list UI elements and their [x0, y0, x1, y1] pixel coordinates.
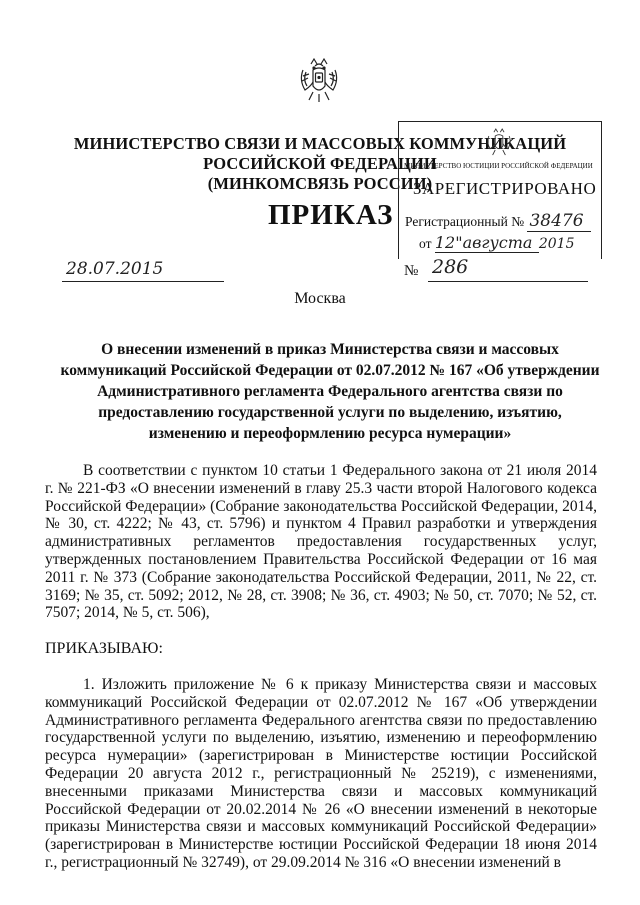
order-word: ПРИКАЗЫВАЮ: [45, 640, 163, 657]
order-number-sign: № [404, 263, 419, 279]
stamp-from-date: 12"августа [435, 233, 539, 253]
stamp-emblem-icon [485, 127, 513, 159]
number-underline [428, 281, 588, 282]
stamp-reg-number-row [405, 211, 591, 232]
ministry-name-line-1: МИНИСТЕРСТВО СВЯЗИ И МАССОВЫХ КОММУНИКАЦИЙ [73, 134, 567, 153]
item-1-paragraph: 1. Изложить приложение № 6 к приказу Министерства связи и массовых коммуникаций Российской Федерации от 02.07.2012 № 167 «Об утверждении Административного регламента Федерального агентства связи по предоставлению государственной услуги по выделению, изъятию, изменению и переоформлению ресурса нумерации» (зарегистрирован в Министерстве юстиции Российской Федерации 20 августа 2012 г., регистрационный № 25219), с изменениями, внесенными приказами Министерства связи и массовых коммуникаций Российской Федерации от 20.02.2014 № 26 «О внесении изменений в некоторые приказы Министерства связи и массовых коммуникаций Российской Федерации» (зарегистрирован в Министерстве юстиции Российской Федерации 18 июня 2014 г., регистрационный № 32749), от 29.09.2014 № 316 «О внесении изменений в [45, 676, 597, 871]
stamp-ministry: МИНИСТЕРСТВО ЮСТИЦИИ РОССИЙСКОЙ ФЕДЕРАЦИИ [404, 162, 593, 170]
stamp-from-label: от [419, 236, 432, 251]
ministry-abbreviation: (МИНКОМСВЯЗЬ РОССИИ) [207, 174, 433, 193]
city: Москва [294, 290, 346, 307]
date-underline [62, 281, 224, 282]
order-subject: О внесении изменений в приказ Министерства связи и массовых коммуникаций Российской Федерации от 02.07.2012 № 167 «Об утверждении Административного регламента Федерального агентства связи по предоставлению государственной услуги по выделению, изъятию, изменению и переоформлению ресурса нумерации» [60, 341, 600, 442]
registration-stamp [398, 121, 602, 259]
stamp-from-year: 2015 [538, 236, 575, 252]
ministry-name-line-2: РОССИЙСКОЙ ФЕДЕРАЦИИ [203, 154, 437, 173]
stamp-status: ЗАРЕГИСТРИРОВАНО [413, 179, 597, 198]
order-date: 28.07.2015 [66, 259, 164, 279]
stamp-reg-label: Регистрационный № [405, 214, 525, 229]
stamp-reg-number: 38476 [527, 211, 591, 232]
document-type-title: ПРИКАЗ [268, 199, 394, 231]
order-number: 286 [432, 256, 469, 278]
coat-of-arms-icon [297, 56, 341, 106]
stamp-reg-date-row [419, 233, 575, 253]
preamble-paragraph: В соответствии с пунктом 10 статьи 1 Федерального закона от 21 июля 2014 г. № 221-ФЗ «О внесении изменений в главу 25.3 части второй Налогового кодекса Российской Федерации» (Собрание законодательства Российской Федерации, 2014, № 30, ст. 4222; № 43, ст. 5796) и пунктом 4 Правил разработки и утверждения административных регламентов предоставления государственных услуг, утвержденных постановлением Правительства Российской Федерации от 16 мая 2011 г. № 373 (Собрание законодательства Российской Федерации, 2011, № 22, ст. 3169; № 35, ст. 5092; 2012, № 28, ст. 3908; № 36, ст. 4903; № 50, ст. 7070; № 52, ст. 7507; 2014, № 5, ст. 506), [45, 462, 597, 622]
